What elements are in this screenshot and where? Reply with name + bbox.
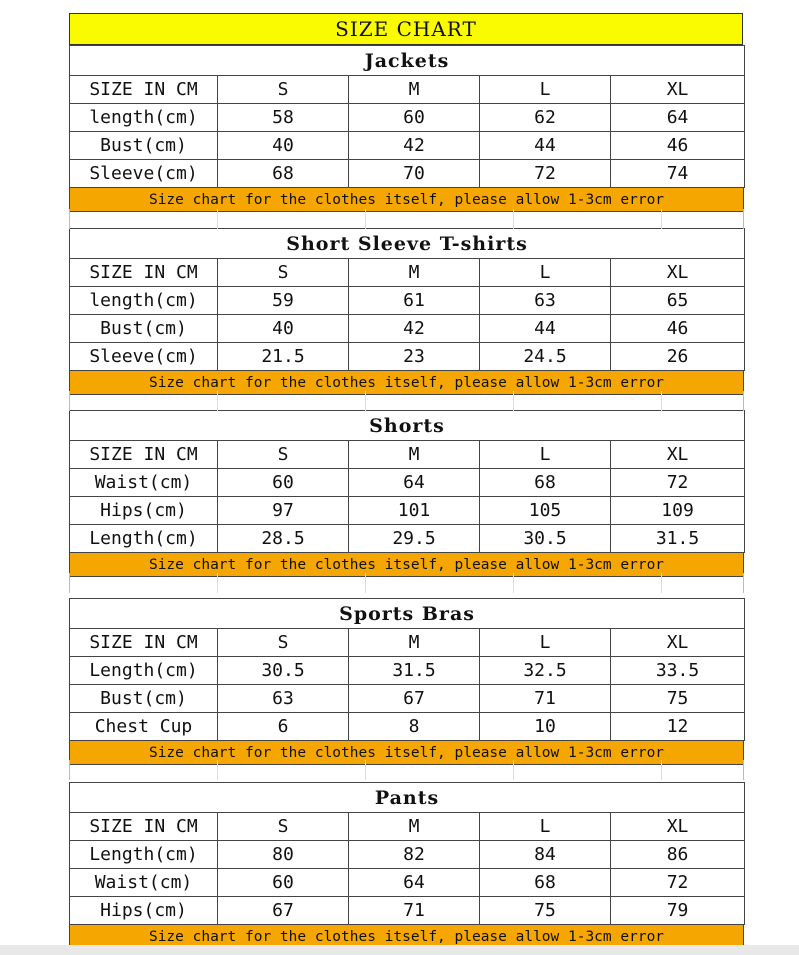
measurement-cell: 60 <box>218 869 349 897</box>
measurement-cell: 67 <box>349 685 480 713</box>
size-table <box>69 410 745 553</box>
column-header-size: M <box>349 813 480 841</box>
column-header-size: M <box>349 441 480 469</box>
measurement-cell: 31.5 <box>611 525 745 553</box>
column-header-size: S <box>218 813 349 841</box>
column-header-size: XL <box>611 813 745 841</box>
row-label: Length(cm) <box>70 841 218 869</box>
row-label: Hips(cm) <box>70 897 218 925</box>
measurement-cell: 64 <box>349 869 480 897</box>
measurement-cell: 67 <box>218 897 349 925</box>
column-header-size: XL <box>611 76 745 104</box>
section-pants <box>69 782 744 949</box>
spacer-row <box>69 391 744 411</box>
measurement-cell: 71 <box>349 897 480 925</box>
measurement-cell: 12 <box>611 713 745 741</box>
measurement-cell: 105 <box>480 497 611 525</box>
measurement-cell: 29.5 <box>349 525 480 553</box>
column-header-size: M <box>349 76 480 104</box>
error-note: Size chart for the clothes itself, please allow 1-3cm error <box>69 925 744 949</box>
measurement-cell: 58 <box>218 104 349 132</box>
error-note: Size chart for the clothes itself, please allow 1-3cm error <box>69 371 744 395</box>
measurement-cell: 84 <box>480 841 611 869</box>
table-row <box>70 315 745 343</box>
column-header-size: S <box>218 629 349 657</box>
column-header-size: S <box>218 76 349 104</box>
row-label: Length(cm) <box>70 657 218 685</box>
measurement-cell: 68 <box>480 469 611 497</box>
table-row <box>70 104 745 132</box>
column-header-size: XL <box>611 629 745 657</box>
column-header-label: SIZE IN CM <box>70 629 218 657</box>
column-header-row <box>70 813 745 841</box>
measurement-cell: 82 <box>349 841 480 869</box>
measurement-cell: 32.5 <box>480 657 611 685</box>
column-header-label: SIZE IN CM <box>70 259 218 287</box>
spacer-row <box>69 573 744 593</box>
measurement-cell: 59 <box>218 287 349 315</box>
bottom-strip <box>0 945 799 955</box>
measurement-cell: 75 <box>480 897 611 925</box>
section-title: Sports Bras <box>70 599 745 629</box>
row-label: Bust(cm) <box>70 315 218 343</box>
row-label: length(cm) <box>70 104 218 132</box>
measurement-cell: 60 <box>349 104 480 132</box>
row-label: Sleeve(cm) <box>70 160 218 188</box>
measurement-cell: 68 <box>218 160 349 188</box>
measurement-cell: 61 <box>349 287 480 315</box>
measurement-cell: 71 <box>480 685 611 713</box>
row-label: Chest Cup <box>70 713 218 741</box>
size-table <box>69 598 745 741</box>
measurement-cell: 64 <box>611 104 745 132</box>
column-header-row <box>70 76 745 104</box>
table-row <box>70 132 745 160</box>
table-row <box>70 287 745 315</box>
error-note: Size chart for the clothes itself, please allow 1-3cm error <box>69 741 744 765</box>
column-header-row <box>70 441 745 469</box>
measurement-cell: 63 <box>218 685 349 713</box>
measurement-cell: 24.5 <box>480 343 611 371</box>
measurement-cell: 63 <box>480 287 611 315</box>
section-title: Jackets <box>70 46 745 76</box>
column-header-row <box>70 259 745 287</box>
size-table <box>69 45 745 188</box>
column-header-size: L <box>480 76 611 104</box>
measurement-cell: 10 <box>480 713 611 741</box>
column-header-size: M <box>349 259 480 287</box>
error-note: Size chart for the clothes itself, please allow 1-3cm error <box>69 188 744 212</box>
measurement-cell: 72 <box>611 869 745 897</box>
measurement-cell: 6 <box>218 713 349 741</box>
measurement-cell: 30.5 <box>218 657 349 685</box>
measurement-cell: 79 <box>611 897 745 925</box>
measurement-cell: 75 <box>611 685 745 713</box>
section-short-sleeve-t-shirts <box>69 228 744 395</box>
row-label: Waist(cm) <box>70 869 218 897</box>
measurement-cell: 44 <box>480 132 611 160</box>
measurement-cell: 72 <box>480 160 611 188</box>
table-row <box>70 841 745 869</box>
measurement-cell: 44 <box>480 315 611 343</box>
measurement-cell: 23 <box>349 343 480 371</box>
measurement-cell: 97 <box>218 497 349 525</box>
measurement-cell: 8 <box>349 713 480 741</box>
measurement-cell: 33.5 <box>611 657 745 685</box>
measurement-cell: 86 <box>611 841 745 869</box>
measurement-cell: 80 <box>218 841 349 869</box>
column-header-size: S <box>218 441 349 469</box>
measurement-cell: 64 <box>349 469 480 497</box>
column-header-size: L <box>480 629 611 657</box>
size-table <box>69 228 745 371</box>
section-shorts <box>69 410 744 577</box>
column-header-row <box>70 629 745 657</box>
column-header-label: SIZE IN CM <box>70 813 218 841</box>
table-row <box>70 713 745 741</box>
table-row <box>70 497 745 525</box>
measurement-cell: 42 <box>349 315 480 343</box>
section-sports-bras <box>69 598 744 765</box>
section-title: Short Sleeve T-shirts <box>70 229 745 259</box>
row-label: Hips(cm) <box>70 497 218 525</box>
column-header-label: SIZE IN CM <box>70 76 218 104</box>
section-title: Pants <box>70 783 745 813</box>
measurement-cell: 40 <box>218 315 349 343</box>
measurement-cell: 26 <box>611 343 745 371</box>
column-header-size: M <box>349 629 480 657</box>
measurement-cell: 31.5 <box>349 657 480 685</box>
table-row <box>70 869 745 897</box>
column-header-label: SIZE IN CM <box>70 441 218 469</box>
measurement-cell: 60 <box>218 469 349 497</box>
table-row <box>70 685 745 713</box>
table-row <box>70 343 745 371</box>
spacer-row <box>69 209 744 229</box>
size-table <box>69 782 745 925</box>
table-row <box>70 469 745 497</box>
table-row <box>70 525 745 553</box>
size-chart-title: SIZE CHART <box>69 13 743 45</box>
measurement-cell: 28.5 <box>218 525 349 553</box>
table-row <box>70 160 745 188</box>
row-label: Length(cm) <box>70 525 218 553</box>
row-label: Bust(cm) <box>70 685 218 713</box>
measurement-cell: 30.5 <box>480 525 611 553</box>
row-label: Bust(cm) <box>70 132 218 160</box>
measurement-cell: 74 <box>611 160 745 188</box>
column-header-size: L <box>480 813 611 841</box>
measurement-cell: 40 <box>218 132 349 160</box>
row-label: Waist(cm) <box>70 469 218 497</box>
column-header-size: S <box>218 259 349 287</box>
measurement-cell: 72 <box>611 469 745 497</box>
row-label: Sleeve(cm) <box>70 343 218 371</box>
measurement-cell: 46 <box>611 132 745 160</box>
measurement-cell: 101 <box>349 497 480 525</box>
measurement-cell: 21.5 <box>218 343 349 371</box>
column-header-size: XL <box>611 259 745 287</box>
error-note: Size chart for the clothes itself, please allow 1-3cm error <box>69 553 744 577</box>
measurement-cell: 109 <box>611 497 745 525</box>
measurement-cell: 42 <box>349 132 480 160</box>
section-title: Shorts <box>70 411 745 441</box>
column-header-size: L <box>480 441 611 469</box>
table-row <box>70 897 745 925</box>
measurement-cell: 46 <box>611 315 745 343</box>
measurement-cell: 65 <box>611 287 745 315</box>
measurement-cell: 70 <box>349 160 480 188</box>
measurement-cell: 62 <box>480 104 611 132</box>
column-header-size: XL <box>611 441 745 469</box>
row-label: length(cm) <box>70 287 218 315</box>
section-jackets <box>69 45 744 212</box>
table-row <box>70 657 745 685</box>
measurement-cell: 68 <box>480 869 611 897</box>
spacer-row <box>69 760 744 780</box>
column-header-size: L <box>480 259 611 287</box>
